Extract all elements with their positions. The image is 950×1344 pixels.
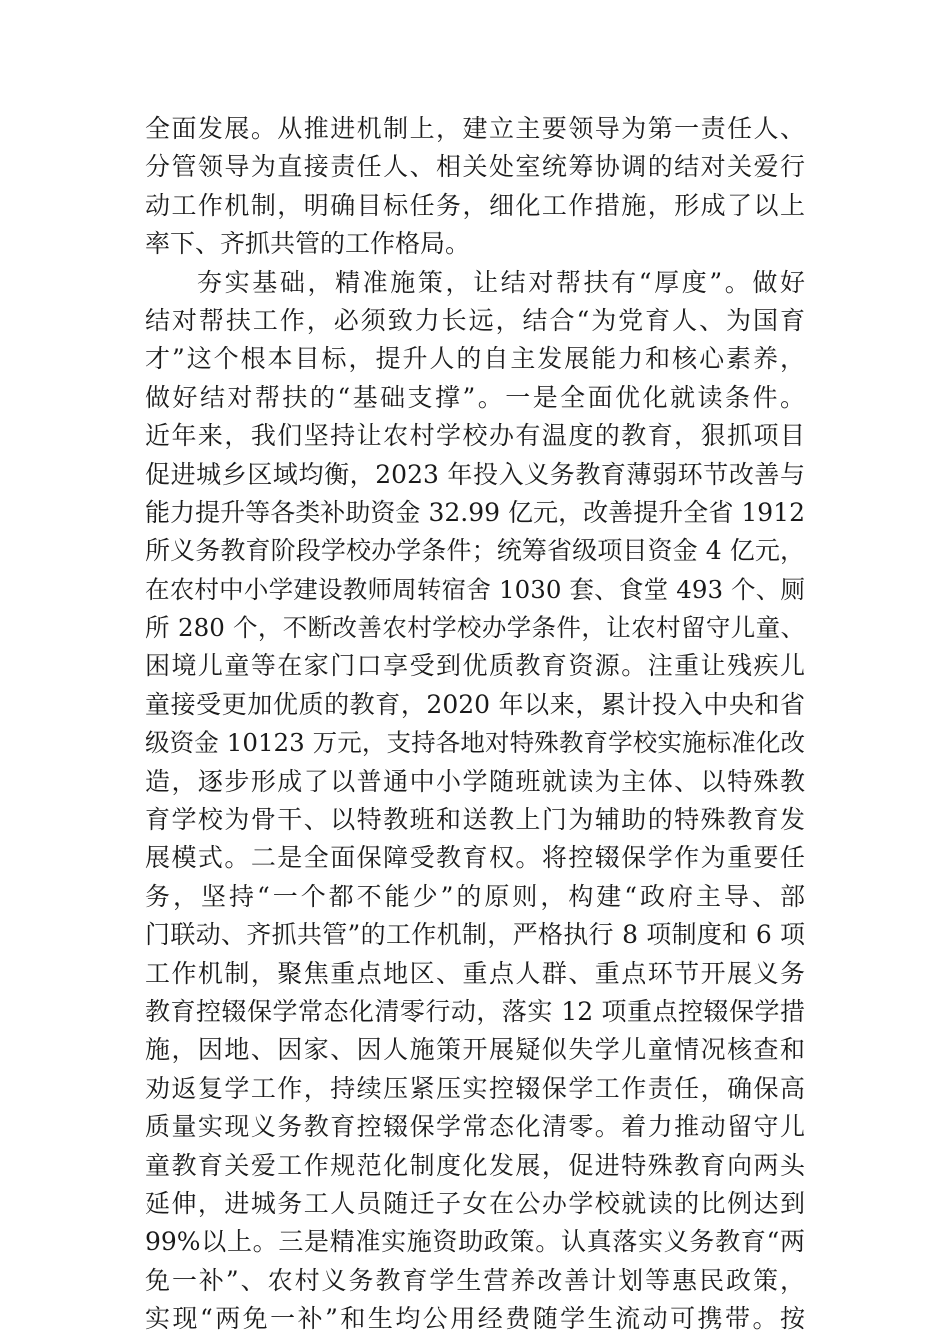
text-line: 实现“两免一补”和生均公用经费随学生流动可携带。按 xyxy=(145,1304,805,1334)
text-line: 展模式。二是全面保障受教育权。将控辍保学作为重要任 xyxy=(145,843,805,873)
text-line: 务，坚持“一个都不能少”的原则，构建“政府主导、部 xyxy=(145,881,805,911)
body-text xyxy=(145,110,805,1339)
text-line: 做好结对帮扶的“基础支撑”。一是全面优化就读条件。 xyxy=(145,382,805,412)
text-line: 工作机制，聚焦重点地区、重点人群、重点环节开展义务 xyxy=(145,958,805,988)
text-line: 动工作机制，明确目标任务，细化工作措施，形成了以上 xyxy=(145,190,805,220)
text-line: 延伸，进城务工人员随迁子女在公办学校就读的比例达到 xyxy=(145,1188,805,1218)
text-line: 全面发展。从推进机制上，建立主要领导为第一责任人、 xyxy=(145,114,805,143)
text-line: 施，因地、因家、因人施策开展疑似失学儿童情况核查和 xyxy=(145,1035,805,1065)
text-line: 所 280 个，不断改善农村学校办学条件，让农村留守儿童、 xyxy=(145,613,805,643)
text-line: 困境儿童等在家门口享受到优质教育资源。注重让残疾儿 xyxy=(145,651,805,681)
text-line: 劝返复学工作，持续压紧压实控辍保学工作责任，确保高 xyxy=(145,1073,805,1103)
text-line: 教育控辍保学常态化清零行动，落实 12 项重点控辍保学措 xyxy=(145,996,805,1026)
text-line: 99%以上。三是精准实施资助政策。认真落实义务教育“两 xyxy=(145,1227,805,1257)
paragraph-first-line: 夯实基础，精准施策，让结对帮扶有“厚度”。做好 xyxy=(197,267,805,297)
text-line: 门联动、齐抓共管”的工作机制，严格执行 8 项制度和 6 项 xyxy=(145,920,805,950)
text-line: 结对帮扶工作，必须致力长远，结合“为党育人、为国育 xyxy=(145,305,805,335)
text-line: 率下、齐抓共管的工作格局。 xyxy=(145,229,471,259)
text-line: 促进城乡区域均衡，2023 年投入义务教育薄弱环节改善与 xyxy=(145,459,805,489)
text-line: 在农村中小学建设教师周转宿舍 1030 套、食堂 493 个、厕 xyxy=(145,574,805,604)
text-line: 免一补”、农村义务教育学生营养改善计划等惠民政策， xyxy=(145,1265,805,1295)
text-line: 所义务教育阶段学校办学条件；统筹省级项目资金 4 亿元， xyxy=(145,536,805,566)
text-line: 童接受更加优质的教育，2020 年以来，累计投入中央和省 xyxy=(145,689,805,719)
text-line: 造，逐步形成了以普通中小学随班就读为主体、以特殊教 xyxy=(145,766,805,796)
text-line: 近年来，我们坚持让农村学校办有温度的教育，狠抓项目 xyxy=(145,421,805,451)
text-line: 能力提升等各类补助资金 32.99 亿元，改善提升全省 1912 xyxy=(145,497,805,527)
text-line: 育学校为骨干、以特教班和送教上门为辅助的特殊教育发 xyxy=(145,805,805,835)
text-line: 童教育关爱工作规范化制度化发展，促进特殊教育向两头 xyxy=(145,1150,805,1180)
text-line: 质量实现义务教育控辍保学常态化清零。着力推动留守儿 xyxy=(145,1112,805,1142)
text-line: 分管领导为直接责任人、相关处室统筹协调的结对关爱行 xyxy=(145,152,805,182)
text-line: 级资金 10123 万元，支持各地对特殊教育学校实施标准化改 xyxy=(145,728,805,758)
text-line: 才”这个根本目标，提升人的自主发展能力和核心素养， xyxy=(145,344,805,374)
